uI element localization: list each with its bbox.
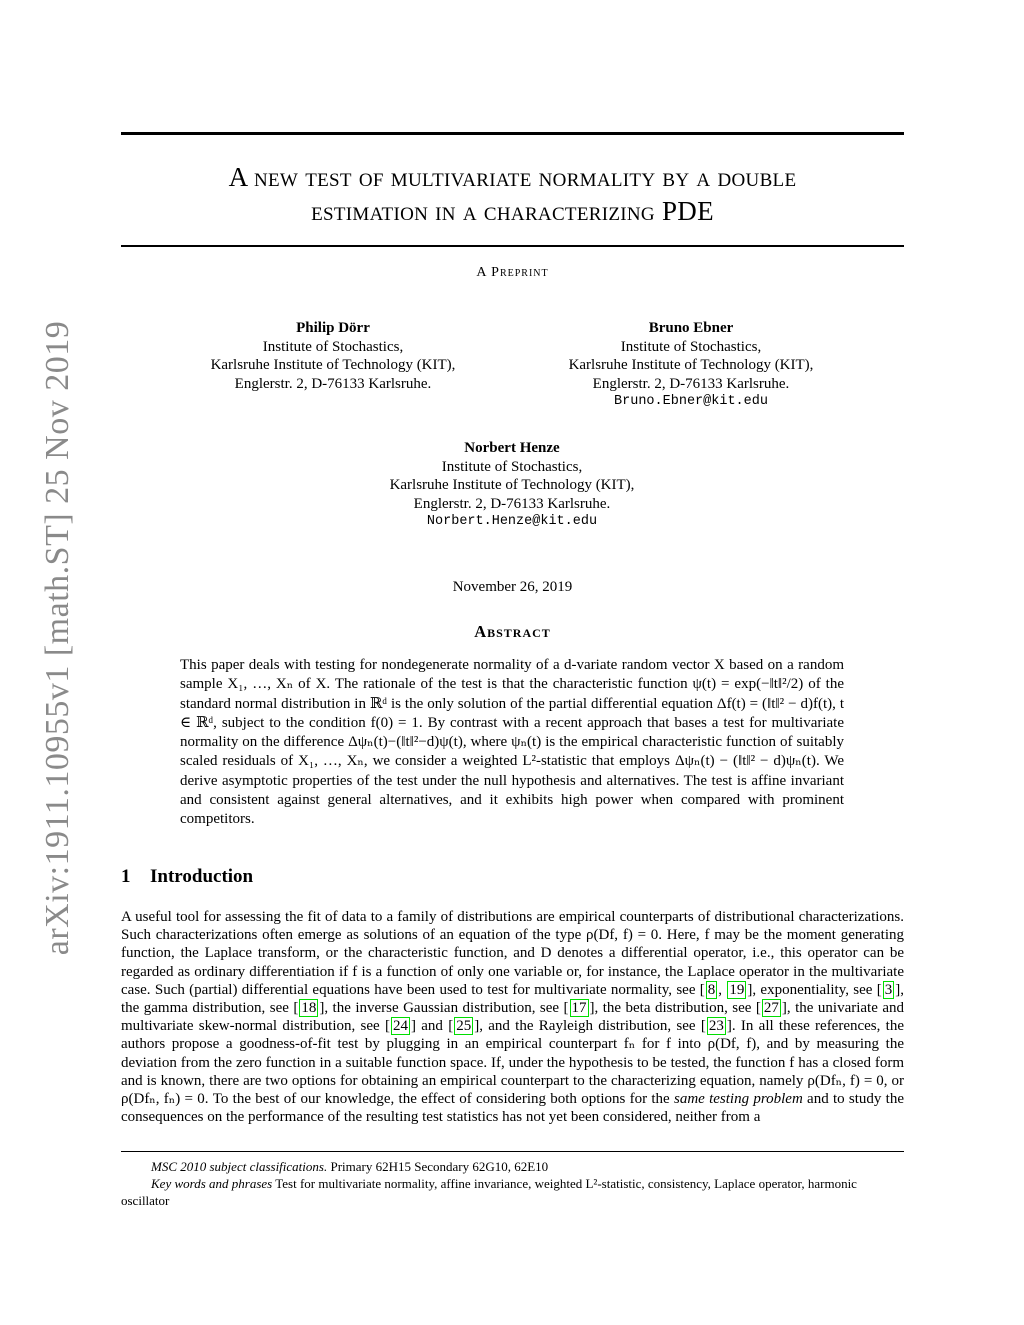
intro-text: , the inverse Gaussian distribution, see — [324, 1000, 560, 1017]
publication-date: November 26, 2019 — [452, 579, 573, 595]
top-rule — [121, 132, 904, 135]
section-title: Introduction — [150, 866, 254, 887]
citation-link[interactable]: 25 — [456, 1018, 472, 1035]
citation-link[interactable]: 23 — [708, 1018, 724, 1035]
intro-text: , the gamma distribution, see — [121, 981, 905, 1017]
section-number: 1 — [121, 866, 131, 887]
intro-text: , the beta distribution, see — [594, 1000, 752, 1017]
citation-link[interactable]: 8 — [707, 981, 716, 998]
intro-text: , and the Rayleigh distribution, see — [479, 1018, 696, 1035]
introduction-paragraph: A useful tool for assessing the fit of data to a family of distributions are empirical counterparts of distributional characterizations. Such characterizations often emerge as solutions of an equation of the type ρ(Df, f) = 0. Here, f may be the moment generating function, the Laplace transform, or the characteristic function, and D denotes a differential operator, i.e., this operator can be regarded as ordinary differentiation if f is a function of only one variable or, for instance, the Laplace operator in the multivariate case. Such (partial) differential equations have been used to test for multivariate normality, see [ 8 , 19 ], exponentiality, see [ 3 ], the gamma distribution, see [ 18 ], the inverse Gaussian distribution, see [ 17 ], the beta distribution, see [ 27 ], the univariate and multivariate skew-normal distribution, see [ 24 ] and [ 25 ], and the Rayleigh distribution, see [ 23 ]. In all these references, the authors propose a goodness-of-fit test by plugging in an empirical counterpart fₙ for f into ρ(Df, f), and by measuring the deviation from the zero function in a suitable function space. If, under the hypothesis to be tested, the function f has a closed form and is known, there are two options for obtaining an empirical counterpart to the characterizing equation, namely ρ(Dfₙ, f) = 0, or ρ(Dfₙ, fₙ) = 0. To the best of our knowledge, the effect of considering both options for the same testing problem and to study the consequences on the performance of the resulting test statistics has not yet been considered, neither from a — [121, 909, 905, 1126]
emphasis-text: same testing problem — [673, 1091, 803, 1108]
msc-text: Primary 62H15 Secondary 62G10, 62E10 — [330, 1159, 549, 1174]
author-block-3 — [362, 439, 662, 532]
author-affiliation: Institute of Stochastics, — [262, 338, 404, 355]
title-line-1: A new test of multivariate normality by a double — [228, 162, 797, 192]
author-institution: Karlsruhe Institute of Technology (KIT), — [389, 477, 635, 493]
intro-text: , exponentiality, see — [752, 981, 873, 998]
msc-label: MSC 2010 subject classifications. — [151, 1159, 328, 1174]
author-email-link[interactable]: Norbert.Henze@kit.edu — [426, 514, 598, 529]
author-email-link[interactable]: Bruno.Ebner@kit.edu — [614, 394, 768, 409]
intro-text: and to study the consequences on the performance of the resulting test statistics has not yet been considered, neither from a — [121, 1091, 904, 1126]
author-address: Englerstr. 2, D-76133 Karlsruhe. — [592, 375, 790, 392]
author-block-2 — [541, 319, 841, 412]
footnote-rule — [121, 1151, 904, 1152]
citation-link[interactable]: 18 — [301, 1000, 317, 1017]
preprint-label: A Preprint — [476, 265, 549, 280]
author-name: Philip Dörr — [296, 320, 370, 336]
author-affiliation: Institute of Stochastics, — [441, 458, 583, 475]
footnote — [121, 1158, 904, 1209]
author-name: Bruno Ebner — [648, 320, 734, 336]
author-address: Englerstr. 2, D-76133 Karlsruhe. — [234, 375, 432, 392]
author-address: Englerstr. 2, D-76133 Karlsruhe. — [413, 495, 611, 512]
citation-link[interactable]: 27 — [763, 1000, 779, 1017]
author-name: Norbert Henze — [464, 440, 560, 456]
author-affiliation: Institute of Stochastics, — [620, 338, 762, 355]
abstract-heading: Abstract — [474, 622, 551, 641]
keywords-text: Test for multivariate normality, affine invariance, weighted L²-statistic, consistency, Laplace operator, harmonic oscillator — [121, 1176, 857, 1208]
intro-text: and — [421, 1018, 443, 1035]
keywords — [121, 1175, 904, 1209]
intro-text: , the univariate and multivariate skew-normal distribution, see — [121, 1000, 904, 1035]
intro-text: A useful tool for assessing the fit of data to a family of distributions are empirical counterparts of distributional characterizations. Such characterizations often emerge as solutions of an equation of the type ρ(Df, f) = 0. Here, f may be the moment generating function, the Laplace transform, or the characteristic function, and D denotes a differential operator, i.e., this operator can be regarded as ordinary differentiation if f is a function of only one variable or, for instance, the Laplace operator in the multivariate case. Such (partial) differential equations have been used to test for multivariate normality, see — [121, 909, 904, 998]
arxiv-stamp: arXiv:1911.10955v1 [math.ST] 25 Nov 2019 — [39, 320, 76, 956]
abstract-text: This paper deals with testing for nondegenerate normality of a d-variate random vector X based on a random sample X₁, …, Xₙ of X. The rationale of the test is that the characteristic function ψ(t) = exp(−‖t‖²/2) of the standard normal distribution in ℝᵈ is the only solution of the partial differential equation Δf(t) = (‖t‖² − d)f(t), t ∈ ℝᵈ, subject to the condition f(0) = 1. By contrast with a recent approach that bases a test for multivariate normality on the difference Δψₙ(t)−(‖t‖²−d)ψ(t), where ψₙ(t) is the empirical characteristic function of suitably scaled residuals of X₁, …, Xₙ, we consider a weighted L²-statistic that employs Δψₙ(t) − (‖t‖² − d)ψₙ(t). We derive asymptotic properties of the test under the null hypothesis and alternatives. The test is affine invariant and consistent against general alternatives, and it exhibits high power when compared with prominent competitors. — [180, 657, 844, 828]
citation-link[interactable]: 19 — [729, 981, 745, 998]
title-bottom-rule — [121, 245, 904, 247]
citation-link[interactable]: 24 — [392, 1018, 408, 1035]
paper-title — [121, 160, 904, 228]
intro-text: . In all these references, the authors propose a goodness-of-fit test by plugging in an empirical counterpart fₙ for f into ρ(Df, f), and by measuring the deviation from the zero function in a suitable function space. If, under the hypothesis to be tested, the function f has a closed form and is known, there are two options for obtaining an empirical counterpart to the characterizing equation, namely ρ(Dfₙ, f) = 0, or ρ(Dfₙ, fₙ) = 0. To the best of our knowledge, the effect of considering both options for the — [121, 1018, 905, 1108]
author-block-1 — [183, 319, 483, 393]
section-heading — [121, 866, 253, 888]
author-institution: Karlsruhe Institute of Technology (KIT), — [210, 357, 456, 373]
citation-link[interactable]: 17 — [571, 1000, 587, 1017]
author-institution: Karlsruhe Institute of Technology (KIT), — [568, 357, 814, 373]
keywords-label: Key words and phrases — [151, 1176, 273, 1191]
msc-classification — [121, 1158, 904, 1175]
title-line-2: estimation in a characterizing PDE — [311, 196, 714, 226]
citation-link[interactable]: 3 — [884, 981, 893, 998]
